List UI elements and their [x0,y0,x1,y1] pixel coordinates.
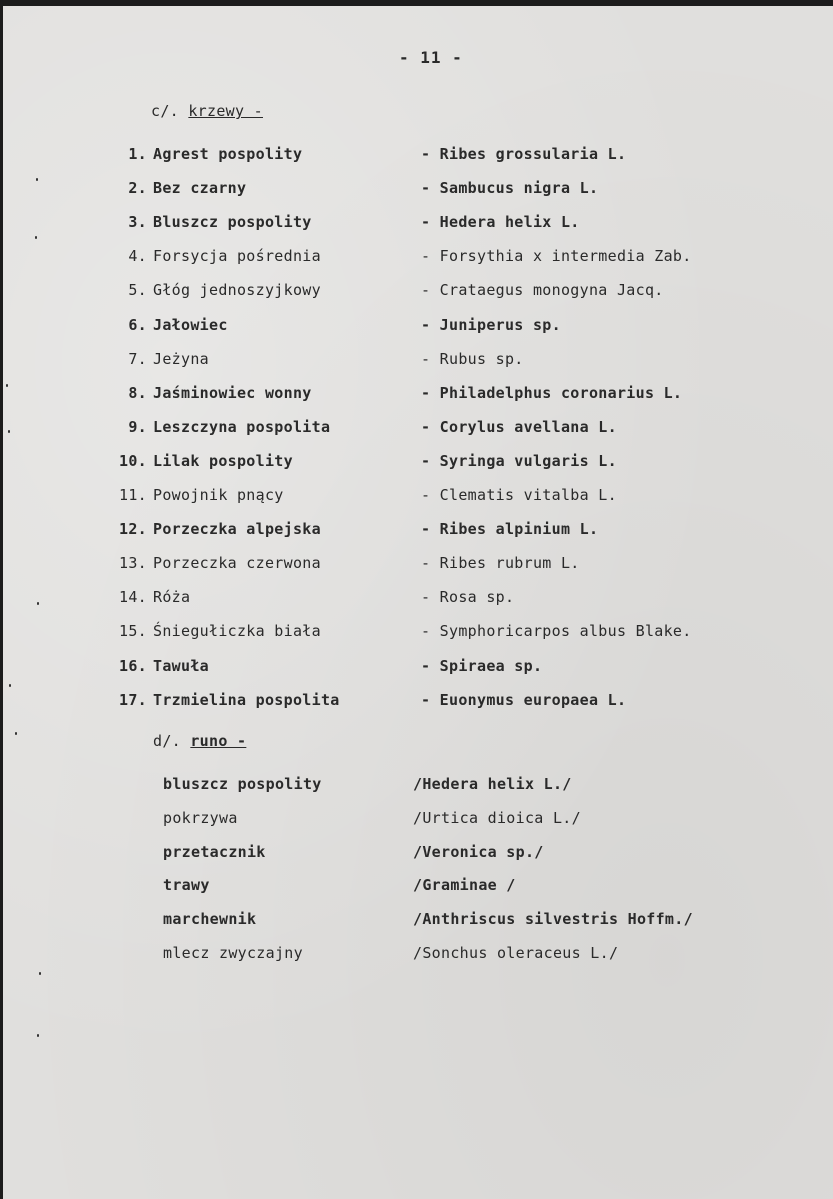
common-name: Śniegułiczka biała [153,622,321,641]
section-c-prefix: c/. [151,102,179,120]
item-number: 12. [119,520,147,539]
common-name: marchewnik [163,910,257,929]
scan-speck [35,236,37,239]
scan-speck [36,178,38,181]
latin-name: /Graminae / [413,876,516,895]
item-number: 11. [119,486,147,504]
scan-speck [39,972,41,975]
latin-name: /Urtica dioica L./ [413,808,581,827]
common-name: Jaśminowiec wonny [153,383,312,402]
common-name: Bez czarny [153,179,247,198]
item-number: 17. [119,690,147,709]
common-name: Agrest pospolity [153,145,303,163]
latin-name: - Corylus avellana L. [421,417,617,436]
latin-name: - Hedera helix L. [421,213,580,232]
item-number: 15. [119,622,147,641]
common-name: Jeżyna [153,349,209,368]
latin-name: - Ribes grossularia L. [421,145,627,163]
item-number: 1. [128,145,147,163]
item-number: 2. [128,179,147,198]
item-number: 3. [128,213,147,232]
latin-name: /Anthriscus silvestris Hoffm./ [413,910,693,929]
common-name: Bluszcz pospolity [153,213,312,232]
page-number: - 11 - [399,48,463,67]
common-name: przetacznik [163,842,266,861]
latin-name: - Philadelphus coronarius L. [421,383,683,402]
common-name: Róża [153,588,191,607]
item-number: 6. [128,315,147,334]
latin-name: - Rubus sp. [421,349,524,368]
common-name: Leszczyna pospolita [153,417,331,436]
latin-name: - Symphoricarpos albus Blake. [421,622,692,641]
item-number: 5. [128,281,147,300]
scan-speck [8,430,10,433]
item-number: 14. [119,588,147,607]
common-name: Forsycja pośrednia [153,247,321,266]
common-name: Powojnik pnący [153,486,284,504]
common-name: Tawuła [153,656,209,675]
section-d-title: runo - [190,732,247,750]
common-name: mlecz zwyczajny [163,944,303,962]
scan-speck [15,732,17,735]
common-name: Trzmielina pospolita [153,690,340,709]
scan-speck [9,684,11,687]
item-number: 9. [128,417,147,436]
item-number: 10. [119,451,147,470]
item-number: 16. [119,656,147,675]
latin-name: - Euonymus europaea L. [421,690,627,709]
latin-name: /Hedera helix L./ [413,775,572,793]
latin-name: - Juniperus sp. [421,315,561,334]
latin-name: - Sambucus nigra L. [421,179,599,198]
item-number: 8. [128,383,147,402]
latin-name: - Ribes alpinium L. [421,520,599,539]
scan-speck [37,1034,39,1037]
latin-name: - Crataegus monogyna Jacq. [421,281,664,300]
common-name: bluszcz pospolity [163,775,322,793]
scan-speck [6,384,8,387]
latin-name: - Clematis vitalba L. [421,486,617,504]
scan-speck [37,602,39,605]
common-name: trawy [163,876,210,895]
common-name: pokrzywa [163,808,238,827]
latin-name: - Spiraea sp. [421,656,543,675]
common-name: Jałowiec [153,315,228,334]
latin-name: /Sonchus oleraceus L./ [413,944,619,962]
latin-name: - Rosa sp. [421,588,515,607]
item-number: 13. [119,554,147,573]
item-number: 4. [128,247,147,266]
section-c-heading [151,102,263,120]
section-d-heading [153,732,246,750]
section-d-prefix: d/. [153,732,181,750]
common-name: Porzeczka czerwona [153,554,321,573]
latin-name: /Veronica sp./ [413,842,544,861]
item-number: 7. [128,349,147,368]
section-c-title: krzewy - [188,102,263,120]
common-name: Porzeczka alpejska [153,520,321,539]
latin-name: - Syringa vulgaris L. [421,451,617,470]
document-page [3,6,833,1199]
common-name: Głóg jednoszyjkowy [153,281,321,300]
common-name: Lilak pospolity [153,451,293,470]
latin-name: - Forsythia x intermedia Zab. [421,247,692,266]
latin-name: - Ribes rubrum L. [421,554,580,573]
